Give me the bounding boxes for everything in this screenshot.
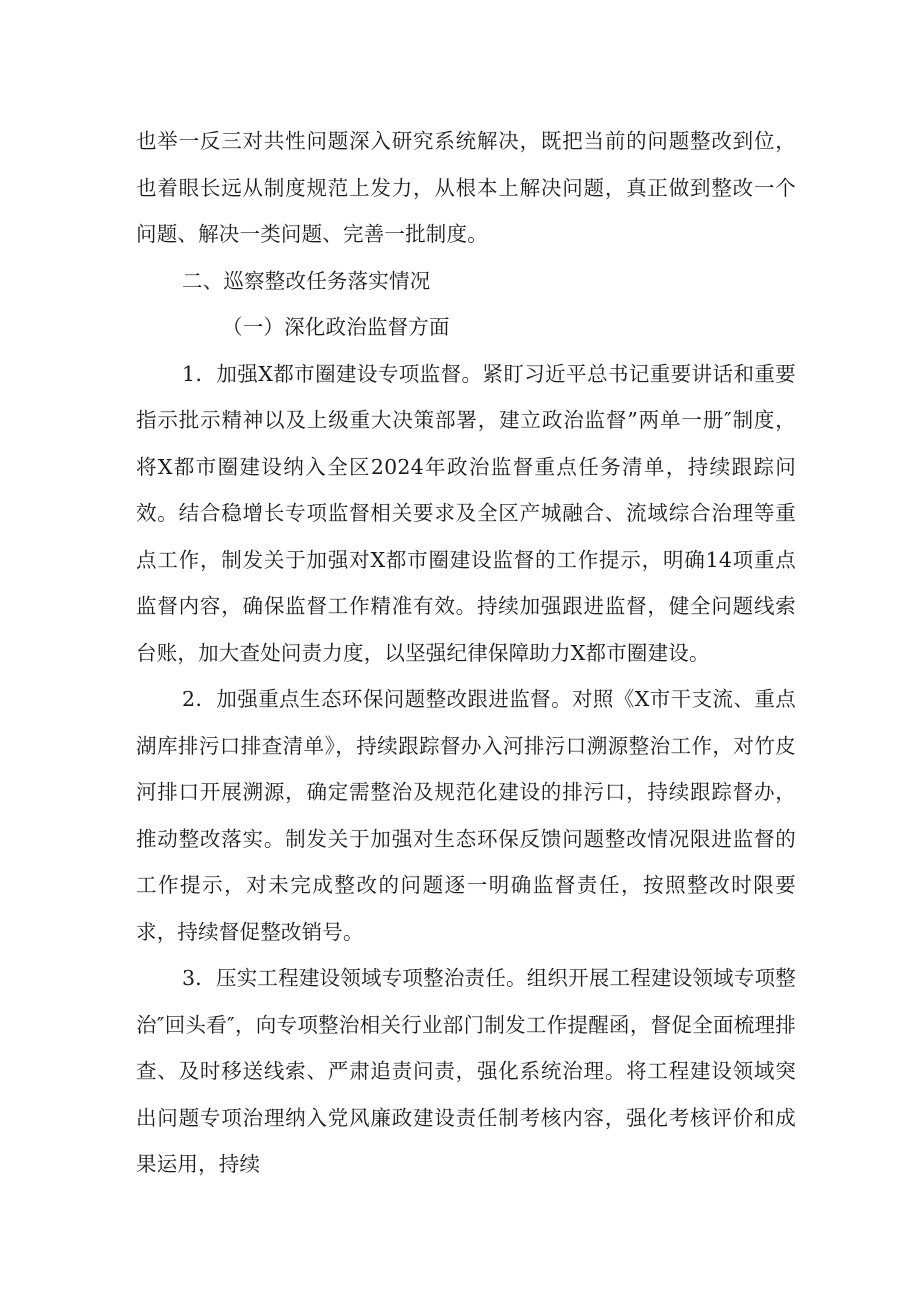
paragraph-item-1: 1．加强X都市圈建设专项监督。紧盯习近平总书记重要讲话和重要指示批示精神以及上级重大决策部署，建立政治监督”两单一册″制度，将X都市圈建设纳入全区2024年政治监督重点任务清单，持续跟踪问效。结合稳增长专项监督相关要求及全区产城融合、流域综合治理等重点工作，制发关于加强对X都市圈建设监督的工作提示，明确14项重点监督内容，确保监督工作精准有效。持续加强跟进监督，健全问题线索台账，加大查处问责力度，以坚强纪律保障助力X都市圈建设。 (136, 361, 796, 665)
paragraph-item-3: 3．压实工程建设领域专项整治责任。组织开展工程建设领域专项整治″回头看″，向专项整治相关行业部门制发工作提醒函，督促全面梳理排查、及时移送线索、严肃追责问责，强化系统治理。将工程建设领域突出问题专项治理纳入党风廉政建设责任制考核内容，强化考核评价和成果运用，持续 (136, 966, 796, 1176)
paragraph-continuation: 也举一反三对共性问题深入研究系统解决，既把当前的问题整改到位，也着眼长远从制度规范上发力，从根本上解决问题，真正做到整改一个问题、解决一类问题、完善一批制度。 (136, 129, 796, 246)
document-body (136, 118, 796, 1188)
paragraph-item-2: 2．加强重点生态环保问题整改跟进监督。对照《X市干支流、重点湖库排污口排查清单》，持续跟踪督办入河排污口溯源整治工作，对竹皮河排口开展溯源，确定需整治及规范化建设的排污口，持续跟踪督办，推动整改落实。制发关于加强对生态环保反馈问题整改情况限进监督的工作提示，对未完成整改的问题逐一明确监督责任，按照整改时限要求，持续督促整改销号。 (136, 687, 796, 944)
section-heading: 二、巡察整改任务落实情况 (182, 268, 431, 293)
subsection-heading: （一）深化政治监督方面 (222, 315, 450, 339)
